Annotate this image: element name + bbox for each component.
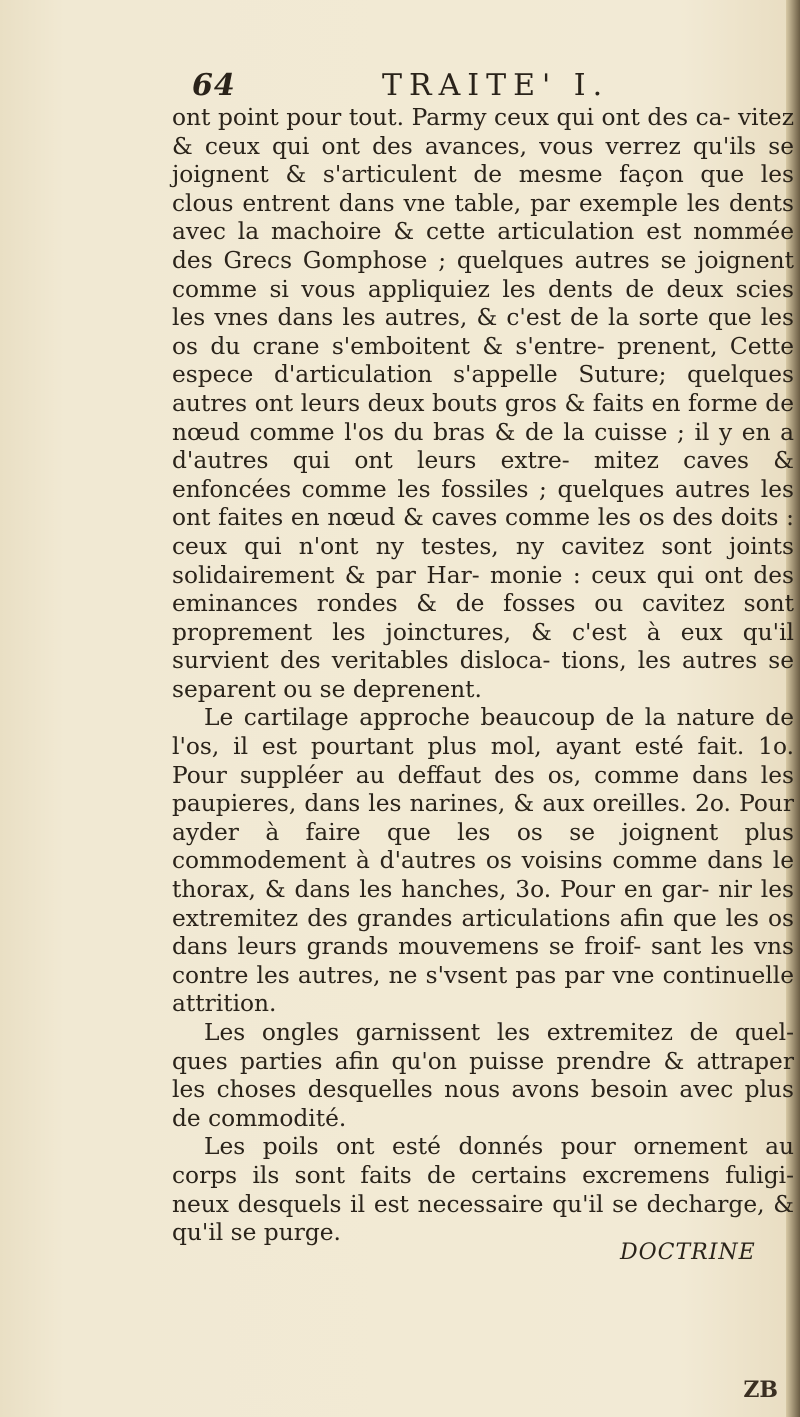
signature-mark: ZB [743, 1377, 778, 1403]
page-number: 64 [192, 68, 236, 103]
paragraph-cartilage: Le cartilage approche beaucoup de la nature de l'os, il est pourtant plus mol, ayant esté fait. 1o. Pour suppléer au deffaut des os, comme dans les paupieres, dans les narines, & aux oreilles. 2o. Pour ayder à faire que les os se joignent plus commodement à d'autres os voisins comme dans le thorax, & dans les hanches, 3o. Pour en gar- nir les extremitez des grandes articulations afin que les os dans leurs grands mouvemens se froif- sant les vns contre les autres, ne s'vsent pas par vne continuelle attrition. [172, 704, 794, 1018]
running-title: TRAITE' I. [382, 68, 610, 103]
paragraph-hair: Les poils ont esté donnés pour ornement au corps ils sont faits de certains excremens fuligi- neux desquels il est necessaire qu'il se decharge, & qu'il se purge. [172, 1133, 794, 1247]
paragraph-nails: Les ongles garnissent les extremitez de quel- ques parties afin qu'on puisse prendre & attraper les choses desquelles nous avons besoin avec plus de commodité. [172, 1019, 794, 1132]
paragraph-articulations: ont point pour tout. Parmy ceux qui ont des ca- vitez & ceux qui ont des avances, vous verrez qu'ils se joignent & s'articulent de mesme façon que les clous entrent dans vne table, par exemple les dents avec la machoire & cette articulation est nommée des Grecs Gomphose ; quelques autres se joignent comme si vous appliquiez les dents de deux scies les vnes dans les autres, & c'est de la sorte que les os du crane s'emboitent & s'entre- prenent, Cette espece d'articulation s'appelle Suture; quelques autres ont leurs deux bouts gros & faits en forme de nœud comme l'os du bras & de la cuisse ; il y en a d'autres qui ont leurs extre- mitez caves & enfoncées comme les fossiles ; quelques autres les ont faites en nœud & caves comme les os des doits : ceux qui n'ont ny testes, ny cavitez sont joints solidairement & par Har- monie : ceux qui ont des eminances rondes & de fosses ou cavitez sont proprement les joinctures, & c'est à eux qu'il survient des veritables disloca- tions, les autres se separent ou se deprenent. [172, 104, 794, 703]
body-text [172, 104, 794, 1248]
catchword: DOCTRINE [620, 1240, 756, 1265]
page-header [192, 68, 792, 108]
